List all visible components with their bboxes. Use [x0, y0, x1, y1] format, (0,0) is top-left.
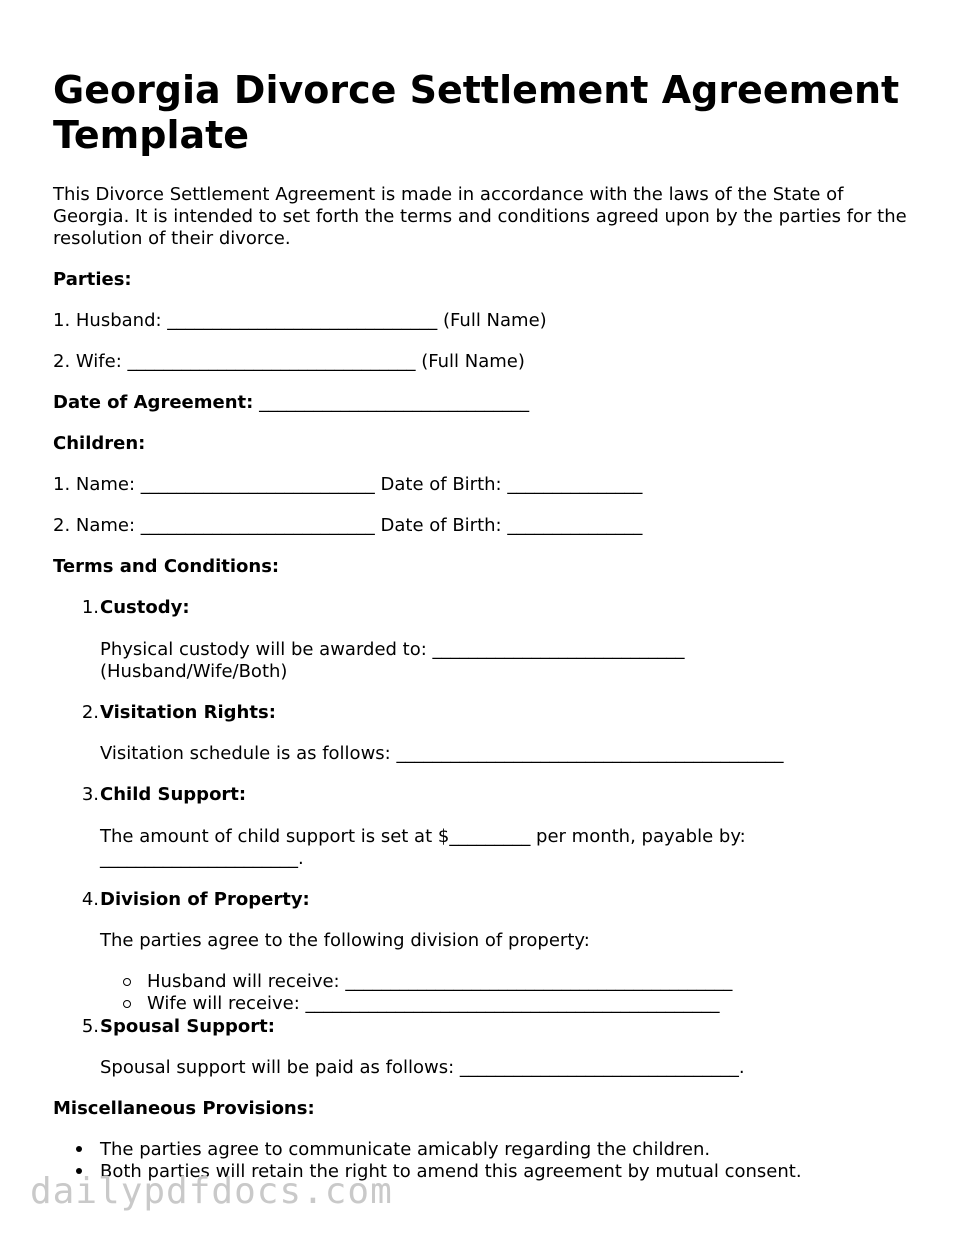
date-of-agreement-label: Date of Agreement: — [53, 392, 254, 413]
visitation-body: Visitation schedule is as follows: ___________________________________________ — [100, 743, 784, 764]
term-number: 2. — [81, 702, 99, 723]
spousal-support-body: Spousal support will be paid as follows: _______________________________. — [100, 1057, 745, 1078]
spousal-support-title: Spousal Support: — [100, 1016, 275, 1037]
disc-bullet-icon — [76, 1146, 82, 1152]
terms-heading: Terms and Conditions: — [53, 556, 280, 577]
watermark-logo: dailypdfdocs.com — [30, 1171, 393, 1212]
visitation-title: Visitation Rights: — [100, 702, 276, 723]
child-support-title: Child Support: — [100, 784, 247, 805]
misc-item: Both parties will retain the right to amend this agreement by mutual consent. — [100, 1161, 802, 1182]
children-heading: Children: — [53, 433, 146, 454]
wife-line: 2. Wife: ________________________________ (Full Name) — [53, 351, 525, 372]
term-number: 4. — [81, 889, 99, 910]
term-number: 1. — [81, 597, 99, 618]
intro-paragraph: This Divorce Settlement Agreement is made in accordance with the laws of the State of Georgia. It is intended to set forth the terms and conditions agreed upon by the parties for the resolution of their divorce. — [53, 184, 907, 249]
property-title: Division of Property: — [100, 889, 310, 910]
child-2-line: 2. Name: __________________________ Date of Birth: _______________ — [53, 515, 643, 536]
misc-item: The parties agree to communicate amicably regarding the children. — [100, 1139, 711, 1160]
term-number: 3. — [81, 784, 99, 805]
circle-bullet-icon — [123, 1000, 131, 1008]
date-of-agreement-line — [53, 392, 529, 414]
property-wife-line: Wife will receive: ______________________________________________ — [147, 993, 720, 1014]
circle-bullet-icon — [123, 978, 131, 986]
term-number: 5. — [81, 1016, 99, 1037]
date-of-agreement-blank: ______________________________ — [259, 392, 530, 413]
document-title: Georgia Divorce Settlement Agreement Template — [53, 68, 900, 157]
custody-title: Custody: — [100, 597, 190, 618]
husband-line: 1. Husband: ______________________________ (Full Name) — [53, 310, 547, 331]
misc-heading: Miscellaneous Provisions: — [53, 1098, 315, 1119]
property-body: The parties agree to the following division of property: — [100, 930, 590, 951]
custody-body: Physical custody will be awarded to: ____________________________ (Husband/Wife/Both) — [100, 639, 685, 682]
parties-heading: Parties: — [53, 269, 132, 290]
child-1-line: 1. Name: __________________________ Date of Birth: _______________ — [53, 474, 643, 495]
property-husband-line: Husband will receive: ___________________________________________ — [147, 971, 733, 992]
child-support-body: The amount of child support is set at $_________ per month, payable by: ______________________. — [100, 826, 746, 869]
